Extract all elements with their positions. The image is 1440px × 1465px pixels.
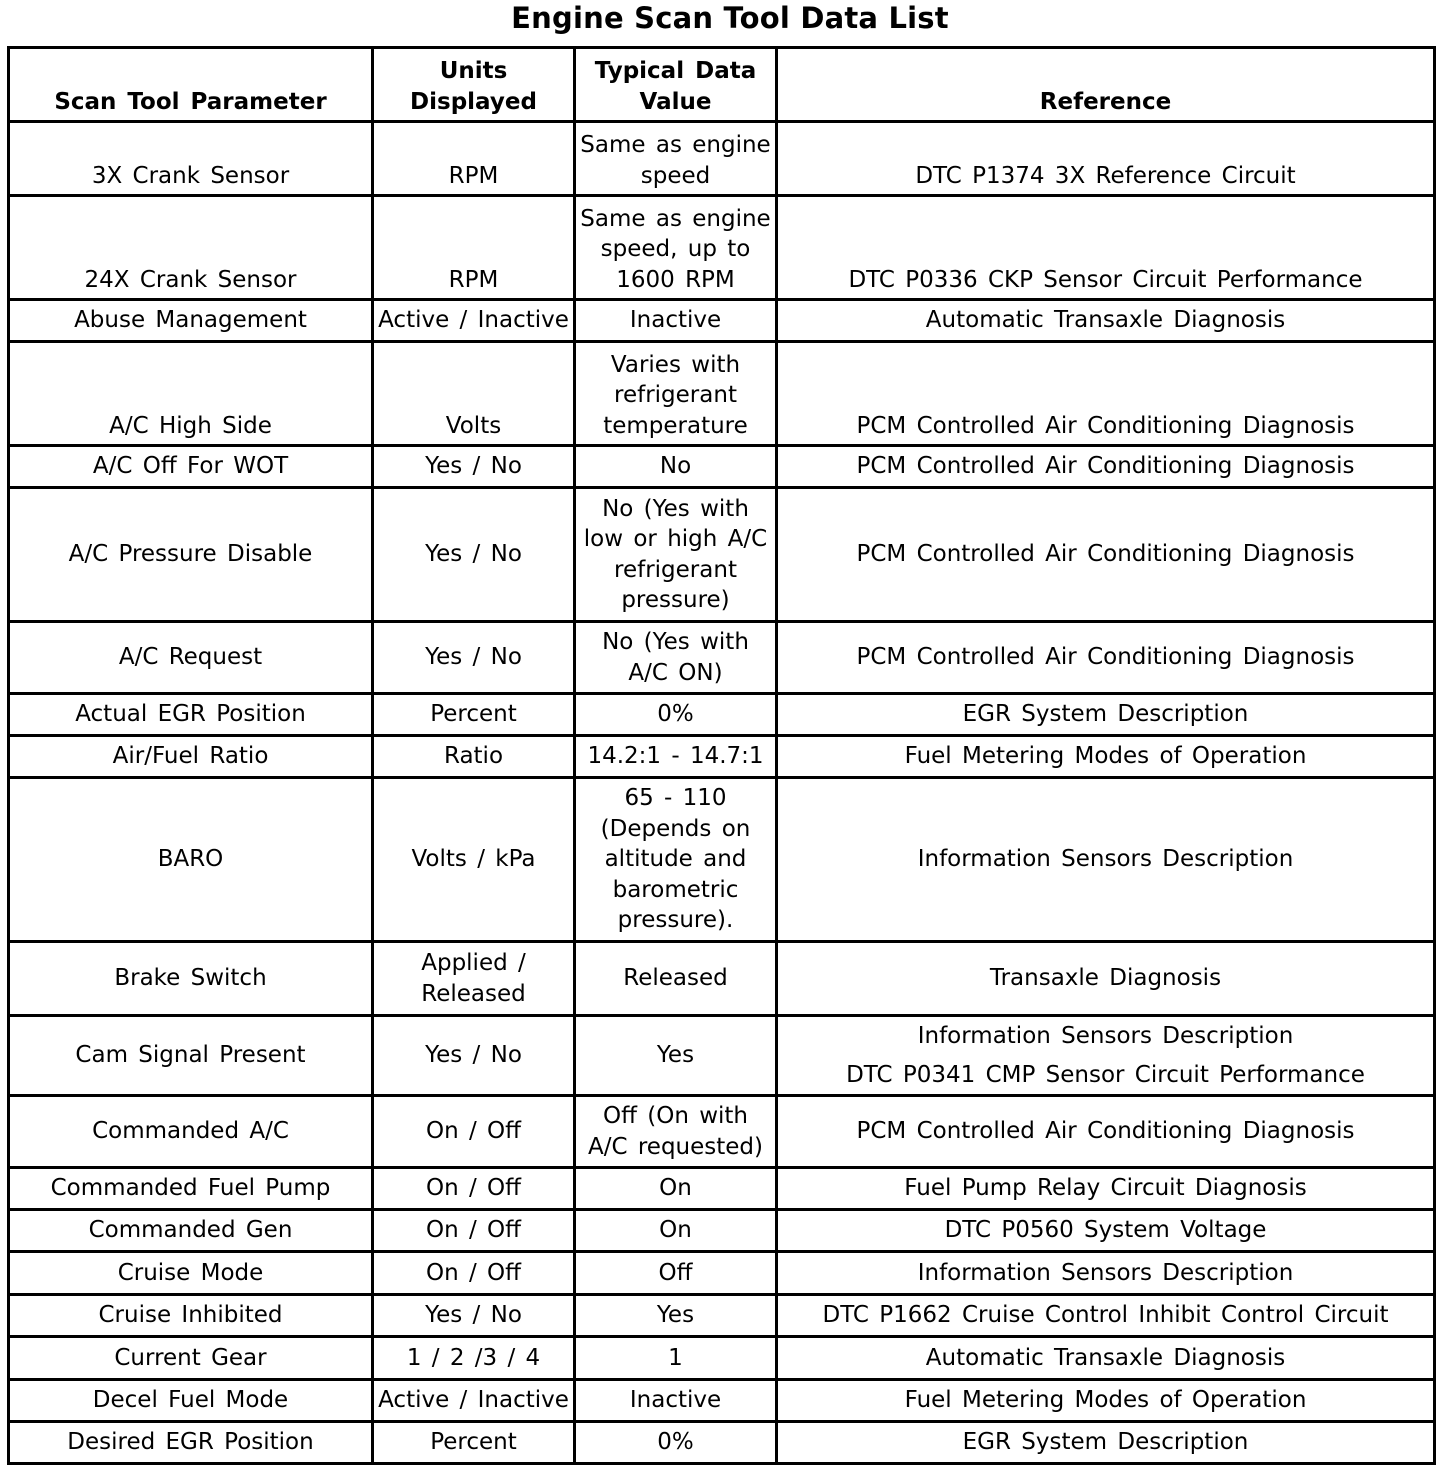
cell-line: On / Off (425, 1118, 521, 1145)
cell-line: Varies with (610, 351, 741, 378)
reference-cell (777, 622, 1435, 694)
typical-data-value-cell (575, 1210, 777, 1252)
cell-line: PCM Controlled Air Conditioning Diagnosis (856, 541, 1355, 568)
cell-line: altitude and (604, 846, 747, 873)
typical-data-value-cell (575, 778, 777, 942)
cell-line: 65 - 110 (624, 785, 727, 812)
units-displayed-cell (373, 122, 575, 196)
typical-data-value-cell (575, 1168, 777, 1210)
cell-line: Inactive (629, 307, 722, 334)
table-row (9, 622, 1435, 694)
cell-line: Yes / No (425, 453, 522, 480)
cell-line: Yes / No (425, 644, 522, 671)
table-header-row (9, 48, 1435, 122)
cell-line: DTC P0336 CKP Sensor Circuit Performance (848, 266, 1363, 293)
table-row (9, 1337, 1435, 1380)
reference-cell (777, 300, 1435, 342)
cell-line: 24X Crank Sensor (84, 266, 297, 293)
cell-line: On / Off (425, 1259, 521, 1286)
cell-line: Applied / (421, 950, 526, 976)
cell-line: low or high A/C (583, 526, 768, 552)
reference-cell (777, 778, 1435, 942)
scan-tool-parameter-cell (9, 446, 373, 488)
typical-data-value-cell (575, 342, 777, 446)
cell-line: Cruise Inhibited (98, 1302, 283, 1329)
cell-line: Decel Fuel Mode (92, 1387, 289, 1414)
reference-cell (777, 1168, 1435, 1210)
cell-line: refrigerant (614, 382, 737, 408)
cell-line: Percent (430, 1429, 517, 1456)
scan-tool-parameter-cell (9, 694, 373, 736)
scan-tool-parameter-cell (9, 1422, 373, 1464)
reference-cell (777, 122, 1435, 196)
scan-tool-parameter-cell (9, 1380, 373, 1422)
table-row (9, 446, 1435, 488)
table-row (9, 694, 1435, 736)
header-line: Scan Tool Parameter (54, 88, 327, 115)
cell-line: Fuel Metering Modes of Operation (904, 1387, 1307, 1414)
reference-cell (777, 488, 1435, 622)
units-displayed-cell (373, 942, 575, 1016)
cell-line: Yes / No (425, 1302, 522, 1329)
cell-line: A/C High Side (109, 412, 272, 439)
units-displayed-cell (373, 622, 575, 694)
cell-line: speed, up to (600, 236, 751, 262)
cell-line: No (Yes with (602, 629, 749, 655)
scan-tool-parameter-cell (9, 1016, 373, 1096)
units-displayed-cell (373, 1016, 575, 1096)
units-displayed-cell (373, 1096, 575, 1168)
scan-tool-parameter-cell (9, 622, 373, 694)
cell-line: pressure) (621, 587, 730, 613)
header-line: Reference (1039, 88, 1172, 115)
cell-line: A/C requested) (587, 1133, 763, 1160)
scan-tool-parameter-cell (9, 1210, 373, 1252)
units-displayed-cell (373, 196, 575, 300)
reference-cell (777, 1096, 1435, 1168)
units-displayed-cell (373, 694, 575, 736)
cell-line: Same as engine (580, 205, 771, 232)
reference-cell (777, 342, 1435, 446)
reference-cell (777, 736, 1435, 778)
typical-data-value-cell (575, 694, 777, 736)
cell-line: speed (640, 162, 711, 189)
cell-line: On (659, 1217, 692, 1244)
scan-tool-parameter-cell (9, 1252, 373, 1295)
cell-line: Active / Inactive (378, 1387, 569, 1414)
cell-line: On (659, 1175, 692, 1202)
table-row (9, 1016, 1435, 1096)
typical-data-value-cell (575, 1380, 777, 1422)
typical-data-value-cell (575, 942, 777, 1016)
cell-line: A/C ON) (628, 659, 723, 686)
cell-line: pressure). (617, 907, 734, 934)
cell-line: Automatic Transaxle Diagnosis (925, 307, 1286, 334)
table-row (9, 1295, 1435, 1337)
reference-cell (777, 694, 1435, 736)
units-displayed-cell (373, 1295, 575, 1337)
reference-cell (777, 1252, 1435, 1295)
table-row (9, 1422, 1435, 1464)
cell-line: Inactive (629, 1387, 722, 1414)
cell-line: A/C Off For WOT (92, 453, 289, 480)
cell-line: On / Off (425, 1175, 521, 1202)
cell-line: Brake Switch (114, 965, 267, 992)
cell-line: On / Off (425, 1217, 521, 1244)
cell-line: Information Sensors Description (917, 846, 1294, 873)
table-row (9, 1210, 1435, 1252)
cell-line: Volts / kPa (411, 846, 536, 873)
reference-cell (777, 1295, 1435, 1337)
cell-line: Commanded A/C (92, 1118, 289, 1145)
table-row (9, 488, 1435, 622)
cell-line: Released (623, 965, 728, 992)
cell-line: Same as engine (580, 132, 771, 158)
typical-data-value-cell (575, 300, 777, 342)
cell-line: RPM (448, 162, 499, 189)
cell-line: Percent (430, 701, 517, 728)
scan-tool-parameter-cell (9, 778, 373, 942)
cell-line: Off (658, 1259, 693, 1286)
cell-line: EGR System Description (962, 1429, 1249, 1456)
typical-data-value-cell (575, 1295, 777, 1337)
typical-data-value-cell (575, 1422, 777, 1464)
scan-tool-parameter-cell (9, 300, 373, 342)
cell-line: Fuel Metering Modes of Operation (904, 743, 1307, 770)
cell-line: No (659, 453, 692, 480)
typical-data-value-cell (575, 1096, 777, 1168)
cell-line: PCM Controlled Air Conditioning Diagnosis (856, 1118, 1355, 1145)
table-row (9, 778, 1435, 942)
cell-line: DTC P1662 Cruise Control Inhibit Control Circuit (822, 1302, 1389, 1329)
table-row (9, 1380, 1435, 1422)
table-row (9, 736, 1435, 778)
scan-tool-parameter-cell (9, 1337, 373, 1380)
scan-tool-parameter-cell (9, 942, 373, 1016)
table-row (9, 942, 1435, 1016)
units-displayed-cell (373, 488, 575, 622)
cell-line: Fuel Pump Relay Circuit Diagnosis (904, 1175, 1307, 1202)
scan-tool-parameter-cell (9, 1295, 373, 1337)
cell-line: Desired EGR Position (67, 1429, 314, 1456)
cell-line: BARO (157, 846, 224, 873)
cell-line: DTC P0560 System Voltage (944, 1217, 1267, 1244)
cell-line: EGR System Description (962, 701, 1249, 728)
cell-line: Cruise Mode (117, 1259, 264, 1286)
header-line: Units (439, 58, 508, 84)
scan-tool-parameter-cell (9, 196, 373, 300)
cell-line: No (Yes with (602, 495, 749, 522)
cell-line: Cam Signal Present (75, 1042, 306, 1069)
cell-line: 1600 RPM (616, 266, 735, 293)
units-displayed-cell (373, 342, 575, 446)
table-row (9, 342, 1435, 446)
header-line: Typical Data (594, 58, 757, 84)
units-displayed-cell (373, 1422, 575, 1464)
units-displayed-cell (373, 1168, 575, 1210)
cell-line: temperature (603, 412, 748, 439)
reference-cell (777, 1337, 1435, 1380)
cell-line: PCM Controlled Air Conditioning Diagnosis (856, 412, 1355, 439)
cell-line: Actual EGR Position (75, 701, 306, 728)
header-line: Displayed (410, 88, 537, 115)
reference-cell (777, 446, 1435, 488)
cell-line: Information Sensors Description (917, 1259, 1294, 1286)
cell-line: Yes (656, 1302, 695, 1329)
cell-line: Commanded Gen (88, 1217, 293, 1244)
scan-tool-parameter-cell (9, 736, 373, 778)
scan-tool-parameter-cell (9, 1168, 373, 1210)
cell-line: Released (421, 980, 526, 1007)
reference-cell (777, 1016, 1435, 1096)
cell-line: Off (On with (602, 1103, 749, 1129)
cell-line: (Depends on (600, 815, 751, 842)
typical-data-value-cell (575, 488, 777, 622)
cell-line: Ratio (443, 743, 504, 770)
table-row (9, 300, 1435, 342)
table-row (9, 1252, 1435, 1295)
cell-line: 0% (657, 701, 694, 728)
typical-data-value-cell (575, 1252, 777, 1295)
cell-line: Information Sensors Description (917, 1023, 1294, 1049)
cell-line: 14.2:1 - 14.7:1 (587, 743, 764, 770)
cell-line: 1 / 2 /3 / 4 (406, 1344, 541, 1371)
cell-line: PCM Controlled Air Conditioning Diagnosis (856, 453, 1355, 480)
units-displayed-cell (373, 736, 575, 778)
header-units-displayed (373, 48, 575, 122)
table-row (9, 196, 1435, 300)
cell-line: 0% (657, 1429, 694, 1456)
units-displayed-cell (373, 1252, 575, 1295)
cell-line: Commanded Fuel Pump (50, 1175, 331, 1202)
table-row (9, 1096, 1435, 1168)
scan-tool-parameter-cell (9, 488, 373, 622)
cell-line: Yes (656, 1042, 695, 1069)
cell-line: refrigerant (614, 556, 737, 583)
typical-data-value-cell (575, 446, 777, 488)
cell-line: Automatic Transaxle Diagnosis (925, 1344, 1286, 1371)
typical-data-value-cell (575, 1016, 777, 1096)
table-row (9, 1168, 1435, 1210)
units-displayed-cell (373, 300, 575, 342)
cell-line: Air/Fuel Ratio (112, 743, 269, 770)
cell-line: PCM Controlled Air Conditioning Diagnosis (856, 644, 1355, 671)
cell-line: Transaxle Diagnosis (989, 965, 1222, 992)
units-displayed-cell (373, 1210, 575, 1252)
table-row (9, 122, 1435, 196)
typical-data-value-cell (575, 196, 777, 300)
cell-line: Active / Inactive (378, 307, 569, 334)
cell-line: DTC P1374 3X Reference Circuit (915, 162, 1296, 189)
scan-tool-parameter-cell (9, 342, 373, 446)
cell-line: Current Gear (114, 1344, 267, 1371)
typical-data-value-cell (575, 736, 777, 778)
header-reference (777, 48, 1435, 122)
units-displayed-cell (373, 778, 575, 942)
typical-data-value-cell (575, 1337, 777, 1380)
header-line: Value (639, 88, 712, 115)
cell-line: 3X Crank Sensor (91, 162, 290, 189)
scan-tool-parameter-cell (9, 122, 373, 196)
header-typical-data-value (575, 48, 777, 122)
cell-line: A/C Request (118, 644, 263, 671)
cell-line: barometric (612, 876, 739, 903)
reference-cell (777, 1210, 1435, 1252)
scan-tool-data-table (7, 46, 1436, 1465)
reference-cell (777, 1422, 1435, 1464)
cell-line: Volts (445, 412, 502, 439)
cell-line: DTC P0341 CMP Sensor Circuit Performance (846, 1061, 1365, 1088)
cell-line: Yes / No (425, 541, 522, 568)
units-displayed-cell (373, 446, 575, 488)
reference-cell (777, 942, 1435, 1016)
units-displayed-cell (373, 1337, 575, 1380)
reference-cell (777, 196, 1435, 300)
units-displayed-cell (373, 1380, 575, 1422)
scan-tool-parameter-cell (9, 1096, 373, 1168)
cell-line: Abuse Management (74, 307, 307, 334)
typical-data-value-cell (575, 122, 777, 196)
page-title: Engine Scan Tool Data List (511, 1, 949, 35)
cell-line: Yes / No (425, 1042, 522, 1069)
cell-line: 1 (668, 1344, 683, 1371)
cell-line: A/C Pressure Disable (68, 541, 313, 568)
typical-data-value-cell (575, 622, 777, 694)
header-scan-tool-parameter (9, 48, 373, 122)
reference-cell (777, 1380, 1435, 1422)
cell-line: RPM (448, 266, 499, 293)
